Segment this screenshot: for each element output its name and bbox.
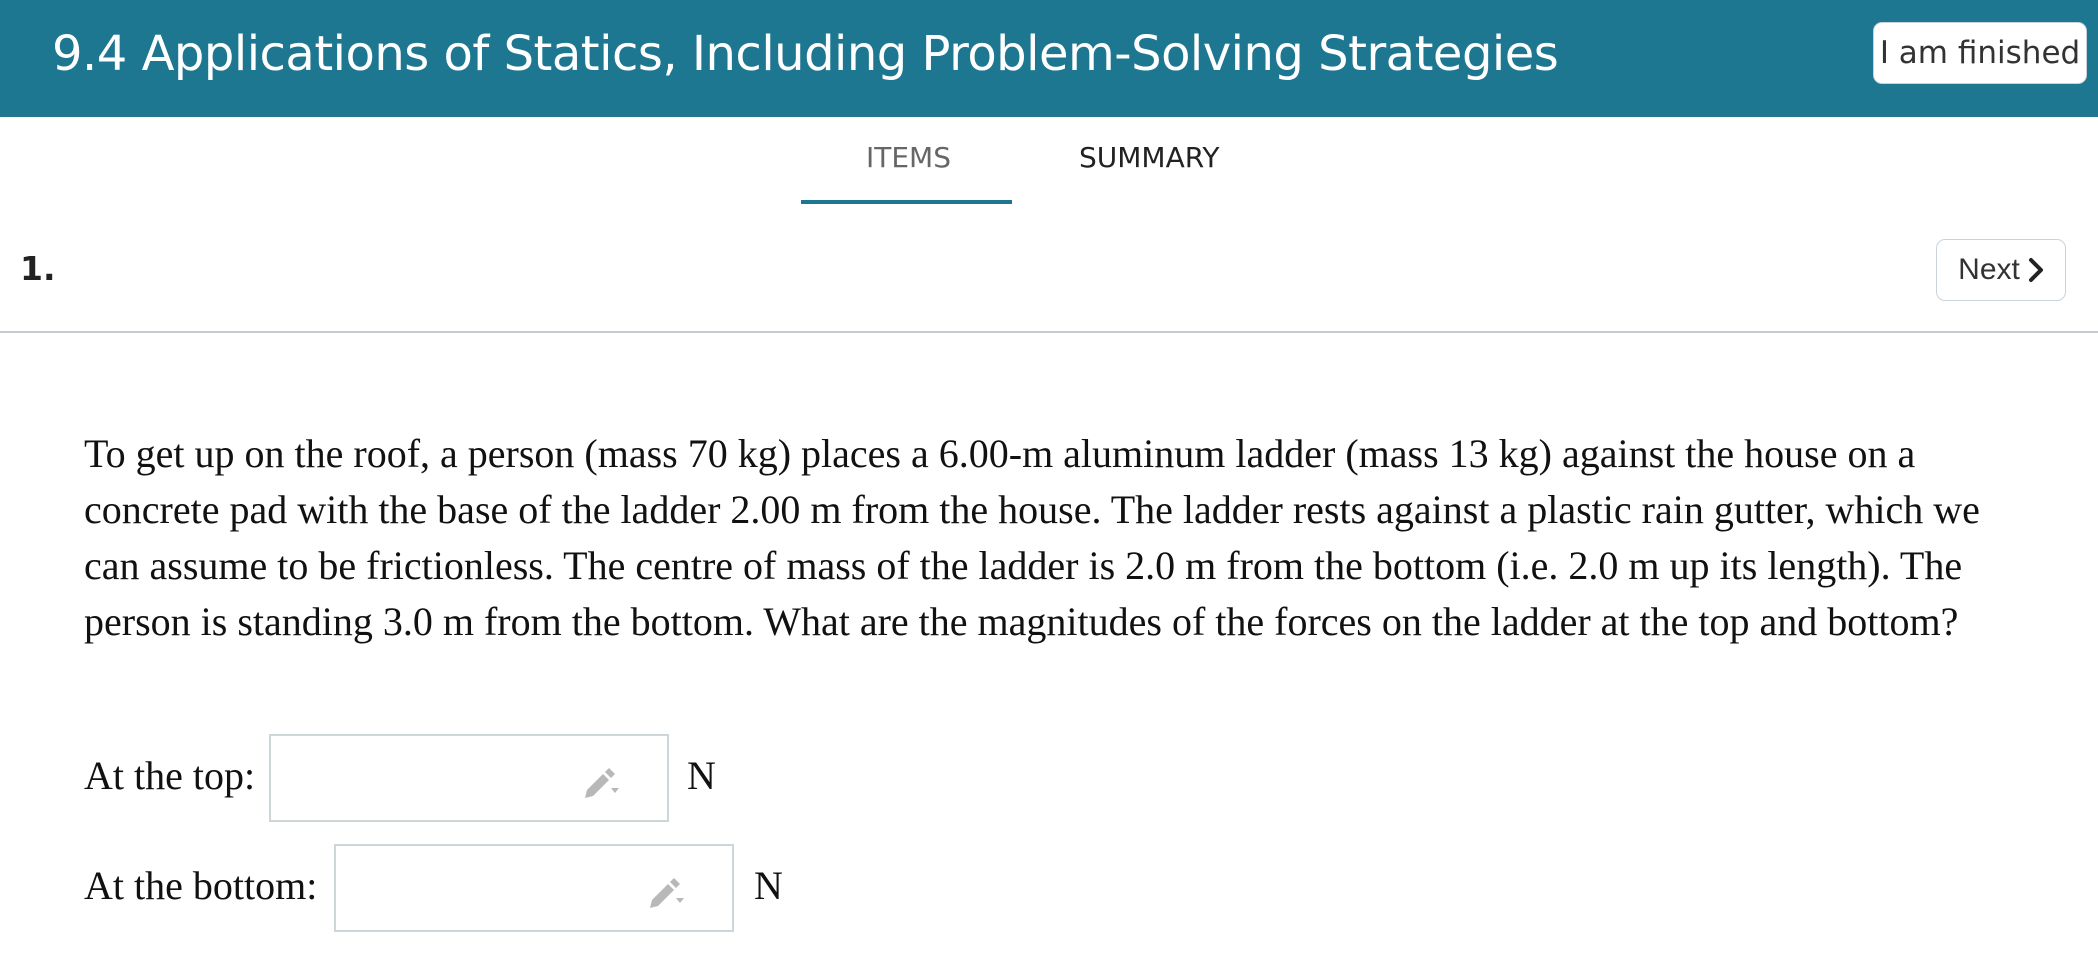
header-bar [0, 0, 2098, 117]
answer-input-bottom[interactable] [350, 846, 654, 928]
divider [0, 331, 2098, 333]
answer-input-bottom-box[interactable] [334, 844, 734, 932]
tab-bar [0, 117, 2098, 207]
next-button-label: Next [1958, 253, 2020, 286]
answer-label-top: At the top: [84, 753, 256, 798]
next-button[interactable] [1936, 239, 2066, 301]
pencil-icon[interactable] [646, 870, 692, 910]
pencil-icon[interactable] [581, 760, 627, 800]
active-tab-indicator [801, 200, 1012, 204]
unit-bottom: N [754, 863, 783, 908]
page-title: 9.4 Applications of Statics, Including Problem-Solving Strategies [52, 26, 1559, 82]
answer-label-bottom: At the bottom: [84, 863, 318, 908]
unit-top: N [687, 753, 716, 798]
question-text: To get up on the roof, a person (mass 70 kg) places a 6.00-m aluminum ladder (mass 13 kg) against the house on a concrete pad with the base of the ladder 2.00 m from the house. The ladder rests against a plastic rain gutter, which we can assume to be frictionless. The centre of mass of the ladder is 2.0 m from the bottom (i.e. 2.0 m up its length). The person is standing 3.0 m from the bottom. What are the magnitudes of the forces on the ladder at the top and bottom? [84, 431, 1980, 644]
chevron-right-icon [2028, 257, 2044, 283]
tab-items[interactable]: ITEMS [866, 141, 951, 174]
item-number: 1. [20, 249, 56, 288]
tab-summary[interactable]: SUMMARY [1079, 141, 1220, 174]
i-am-finished-button[interactable]: I am finished [1873, 22, 2087, 84]
item-header [0, 207, 2098, 332]
answer-input-top-box[interactable] [269, 734, 669, 822]
answer-input-top[interactable] [285, 736, 589, 818]
